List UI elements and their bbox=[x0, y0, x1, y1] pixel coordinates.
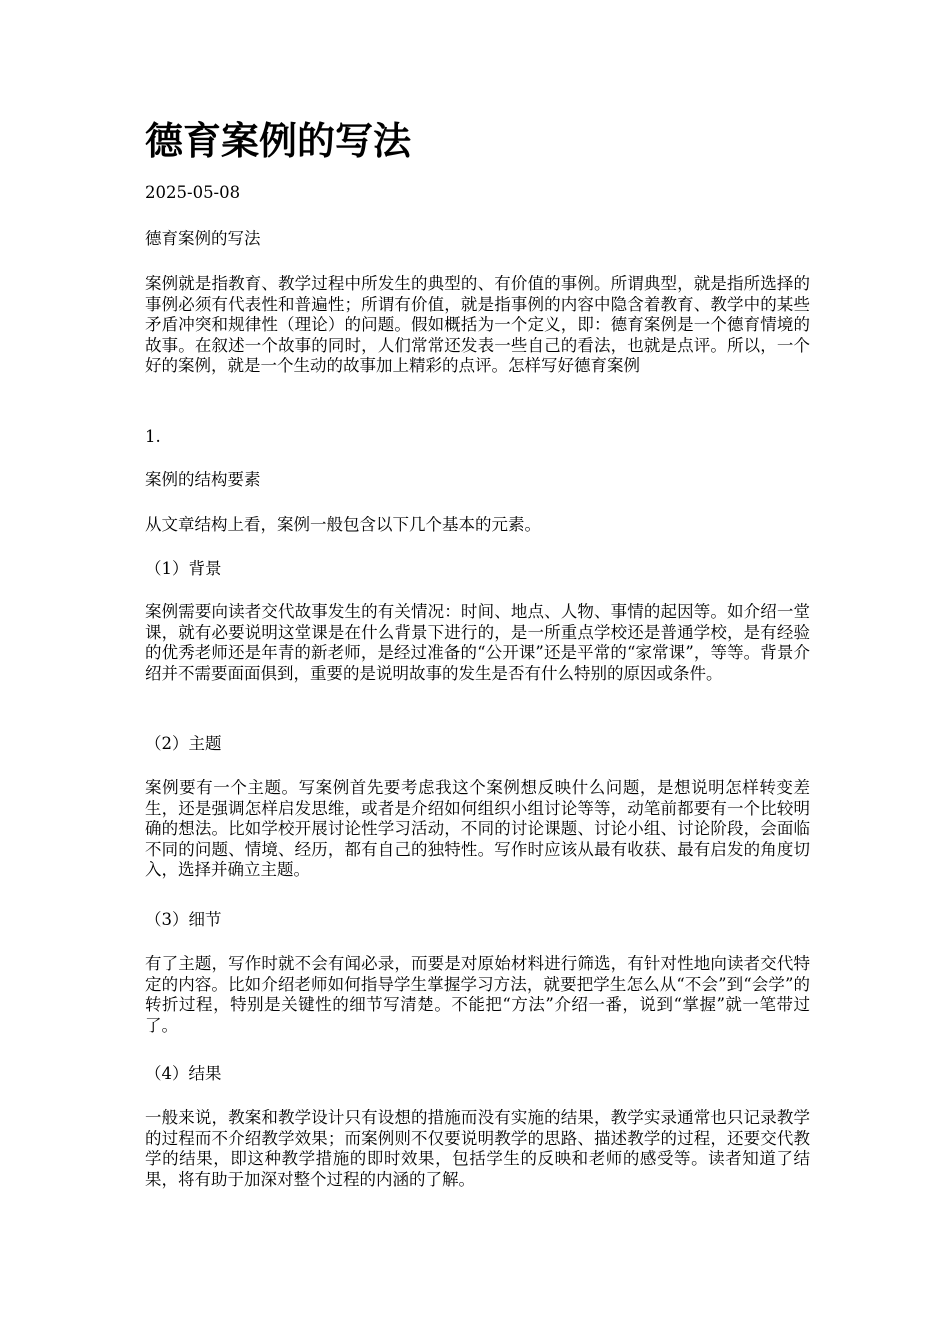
result-paragraph: 一般来说，教案和教学设计只有设想的措施而没有实施的结果，教学实录通常也只记录教学的过程而不介绍教学效果；而案例则不仅要说明教学的思路、描述教学的过程，还要交代教学的结果，即这种教学措施的即时效果，包括学生的反映和老师的感受等。读者知道了结果，将有助于加深对整个过程的内涵的了解。 bbox=[145, 1108, 810, 1189]
background-heading: （1）背景 bbox=[145, 559, 222, 578]
intro-paragraph: 案例就是指教育、教学过程中所发生的典型的、有价值的事例。所谓典型，就是指所选择的事例必须有代表性和普遍性；所谓有价值，就是指事例的内容中隐含着教育、教学中的某些矛盾冲突和规律性（理论）的问题。假如概括为一个定义，即：德育案例是一个德育情境的故事。在叙述一个故事的同时，人们常常还发表一些自己的看法，也就是点评。所以，一个好的案例，就是一个生动的故事加上精彩的点评。怎样写好德育案例 bbox=[145, 274, 810, 376]
detail-paragraph: 有了主题，写作时就不会有闻必录，而要是对原始材料进行筛选，有针对性地向读者交代特定的内容。比如介绍老师如何指导学生掌握学习方法，就要把学生怎么从“不会”到“会学”的转折过程，特别是关键性的细节写清楚。不能把“方法”介绍一番，说到“掌握”就一笔带过了。 bbox=[145, 954, 810, 1035]
document-title: 德育案例的写法 bbox=[145, 118, 412, 163]
detail-heading: （3）细节 bbox=[145, 910, 222, 929]
section-intro: 从文章结构上看，案例一般包含以下几个基本的元素。 bbox=[145, 515, 541, 534]
theme-heading: （2）主题 bbox=[145, 734, 222, 753]
background-paragraph: 案例需要向读者交代故事发生的有关情况：时间、地点、人物、事情的起因等。如介绍一堂课，就有必要说明这堂课是在什么背景下进行的，是一所重点学校还是普通学校，是有经验的优秀老师还是年青的新老师，是经过准备的“公开课”还是平常的“家常课”，等等。背景介绍并不需要面面俱到，重要的是说明故事的发生是否有什么特别的原因或条件。 bbox=[145, 602, 810, 683]
document-date: 2025-05-08 bbox=[145, 183, 241, 202]
section-title: 案例的结构要素 bbox=[145, 470, 261, 489]
result-heading: （4）结果 bbox=[145, 1064, 222, 1083]
section-number: 1. bbox=[145, 427, 161, 446]
theme-paragraph: 案例要有一个主题。写案例首先要考虑我这个案例想反映什么问题，是想说明怎样转变差生，还是强调怎样启发思维，或者是介绍如何组织小组讨论等等，动笔前都要有一个比较明确的想法。比如学校开展讨论性学习活动，不同的讨论课题、讨论小组、讨论阶段，会面临不同的问题、情境、经历，都有自己的独特性。写作时应该从最有收获、最有启发的角度切入，选择并确立主题。 bbox=[145, 778, 810, 880]
document-subtitle: 德育案例的写法 bbox=[145, 229, 261, 248]
